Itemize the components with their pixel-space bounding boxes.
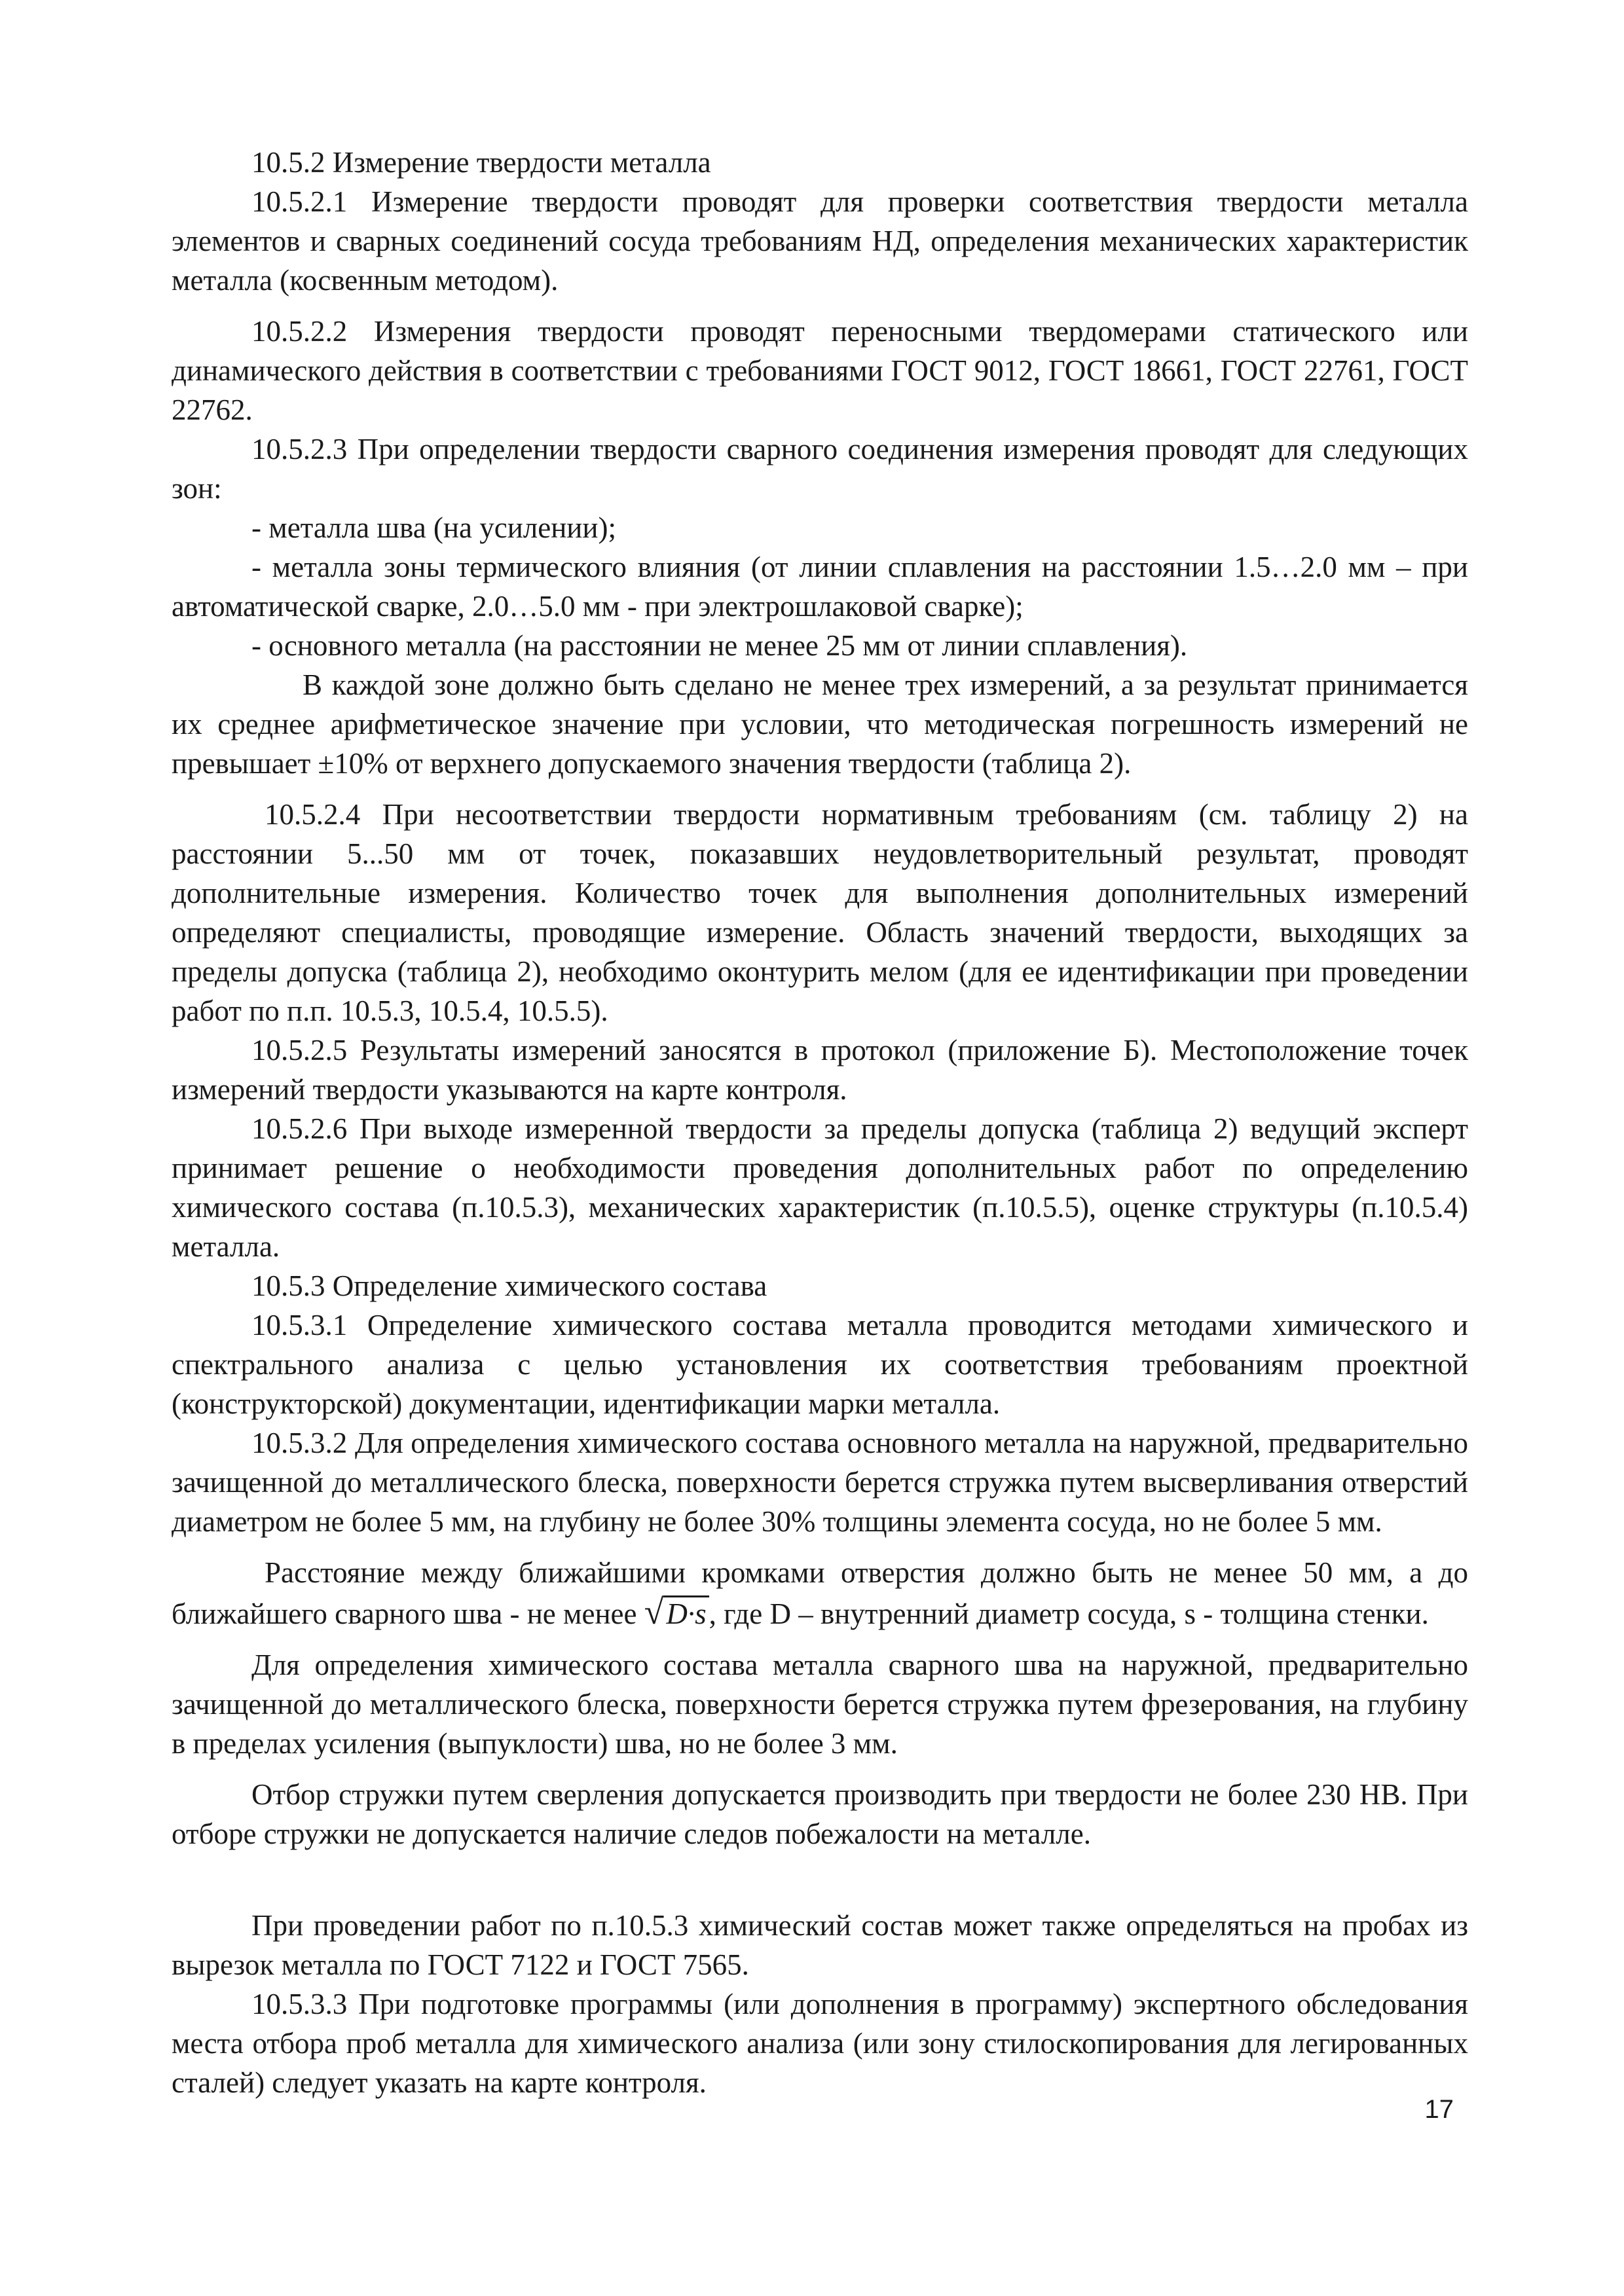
section-heading: 10.5.2 Измерение твердости металла [251,146,711,179]
list-item: - металла зоны термического влияния (от линии сплавления на расстоянии 1.5…2.0 мм – при автоматической сварке, 2.0…5.0 мм - при электрошлаковой сварке); [172,551,1468,623]
paragraph: 10.5.2.1 Измерение твердости проводят для проверки соответствия твердости металла элементов и сварных соединений сосуда требованиям НД, определения механических характеристик металла (косвенным методом). [172,185,1468,297]
paragraph: 10.5.2.2 Измерения твердости проводят переносными твердомерами статического или динамического действия в соответствии с требованиями ГОСТ 9012, ГОСТ 18661, ГОСТ 22761, ГОСТ 22762. [172,315,1468,426]
sqrt-formula [644,1592,709,1631]
radicand: D·s [663,1595,709,1630]
paragraph: 10.5.2.5 Результаты измерений заносятся в протокол (приложение Б). Местоположение точек измерений твердости указываются на карте контроля. [172,1034,1468,1106]
section-heading: 10.5.3 Определение химического состава [251,1269,767,1302]
paragraph: При проведении работ по п.10.5.3 химический состав может также определяться на пробах из вырезок металла по ГОСТ 7122 и ГОСТ 7565. [172,1909,1468,1981]
paragraph: В каждой зоне должно быть сделано не менее трех измерений, а за результат принимается их среднее арифметическое значение при условии, что методическая погрешность измерений не превышает ±10% от верхнего допускаемого значения твердости (таблица 2). [172,668,1468,780]
radical-sign: √ [644,1592,664,1631]
paragraph: 10.5.2.4 При несоответствии твердости нормативным требованиям (см. таблицу 2) на расстоянии 5...50 мм от точек, показавших неудовлетворительный результат, проводят дополнительные измерения. Количество точек для выполнения дополнительных измерений определяют специалисты, проводящие измерение. Область значений твердости, выходящих за пределы допуска (таблица 2), необходимо оконтурить мелом (для ее идентификации при проведении работ по п.п. 10.5.3, 10.5.4, 10.5.5). [172,798,1468,1027]
paragraph: 10.5.3.3 При подготовке программы (или дополнения в программу) экспертного обследования места отбора проб металла для химического анализа (или зону стилоскопирования для легированных сталей) следует указать на карте контроля. [172,1988,1468,2099]
paragraph: 10.5.3.2 Для определения химического состава основного металла на наружной, предварительно зачищенной до металлического блеска, поверхности берется стружка путем высверливания отверстий диаметром не более 5 мм, на глубину не более 30% толщины элемента сосуда, но не более 5 мм. [172,1427,1468,1538]
paragraph: Для определения химического состава металла сварного шва на наружной, предварительно зачищенной до металлического блеска, поверхности берется стружка путем фрезерования, на глубину в пределах усиления (выпуклости) шва, но не более 3 мм. [172,1649,1468,1760]
paragraph: 10.5.3.1 Определение химического состава металла проводится методами химического и спектрального анализа с целью установления их соответствия требованиям проектной (конструкторской) документации, идентификации марки металла. [172,1309,1468,1420]
paragraph: Отбор стружки путем сверления допускается производить при твердости не более 230 НВ. При отборе стружки не допускается наличие следов побежалости на металле. [172,1778,1468,1850]
paragraph: 10.5.2.6 При выходе измеренной твердости за пределы допуска (таблица 2) ведущий эксперт принимает решение о необходимости проведения дополнительных работ по определению химического состава (п.10.5.3), механических характеристик (п.10.5.5), оценке структуры (п.10.5.4) металла. [172,1112,1468,1263]
distance-paragraph [172,1553,1468,1633]
list-item: - металла шва (на усилении); [251,511,616,544]
distance-text-before: Расстояние между ближайшими кромками отверстия должно быть не менее 50 мм, а до ближайшего сварного шва - не менее [172,1556,1468,1630]
distance-text-after: , где D – внутренний диаметр сосуда, s - толщина стенки. [709,1597,1429,1630]
page-number: 17 [1424,2095,1454,2124]
body-text [172,143,1468,2102]
list-item: - основного металла (на расстоянии не менее 25 мм от линии сплавления). [251,629,1188,662]
paragraph: 10.5.2.3 При определении твердости сварного соединения измерения проводят для следующих зон: [172,433,1468,505]
